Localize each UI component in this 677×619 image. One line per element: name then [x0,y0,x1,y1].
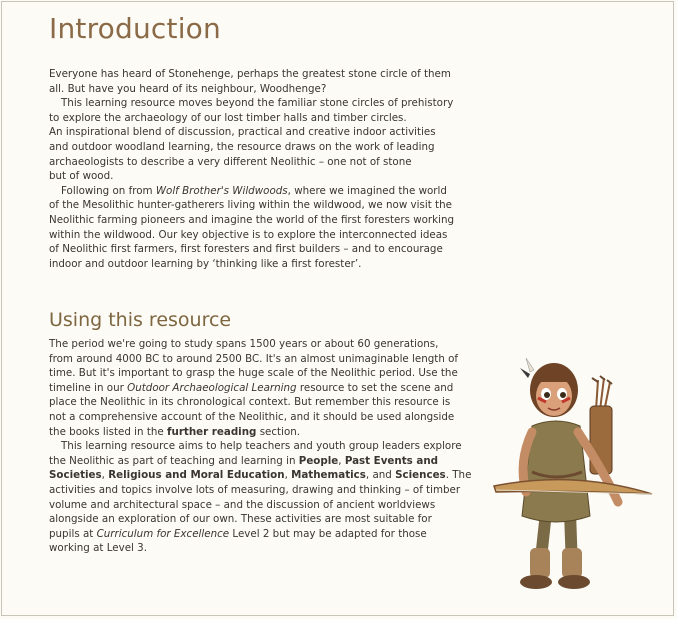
subject-rme: Religious and Moral Education [108,469,285,482]
subject-sciences: Sciences [395,469,446,482]
subject-societies: Societies [49,469,102,482]
using-heading: Using this resource [49,309,232,331]
using-line [49,425,469,440]
using-line: time. But it's important to grasp the huge scale of the Neolithic period. Use the [49,367,458,380]
using-line: volume and architectural space – and the discussion of ancient worldviews [49,498,436,511]
subject-people: People [298,454,339,467]
intro-line: This learning resource moves beyond the familiar stone circles of prehistory [61,97,454,110]
text-fragment: . The [445,469,472,482]
using-line [49,454,469,469]
subject-mathematics: Mathematics [291,469,366,482]
archer-girl-illustration [492,352,656,600]
text-fragment: the books listed in the [49,425,168,438]
using-line: The period we're going to study spans 1500 years or about 60 generations, [49,338,439,350]
text-fragment: timeline in our [49,381,128,394]
using-line [49,381,469,396]
using-line: This learning resource aims to help teachers and youth group leaders explore [61,440,462,453]
text-fragment: , [338,454,345,467]
intro-text [49,67,469,271]
text-fragment: , [284,469,292,482]
intro-text-fragment: Following on from [61,184,156,197]
using-line [49,468,472,483]
using-line: place the Neolithic in its chronological context. But remember this resource is [49,396,451,409]
intro-line [49,184,469,199]
text-fragment: the Neolithic as part of teaching and learning in [49,454,299,467]
intro-line: archaeologists to describe a very different Neolithic – one not of stone [49,155,412,168]
intro-text-fragment: , where we imagined the world [287,184,447,197]
curriculum-title: Curriculum for Excellence [96,527,230,540]
using-line: activities and topics involve lots of measuring, drawing and thinking – of timber [49,483,461,496]
head [520,358,578,417]
text-fragment: pupils at [49,527,97,540]
text-fragment: Level 2 but may be adapted for those [229,527,427,540]
further-reading-ref: further reading [167,425,257,438]
using-text [49,337,472,556]
using-line [49,527,469,542]
intro-heading: Introduction [49,12,221,45]
intro-line: and outdoor woodland learning, the resource draws on the work of leading [49,140,435,153]
text-fragment: , [101,469,109,482]
text-fragment: , and [365,469,396,482]
intro-line: Everyone has heard of Stonehenge, perhaps the greatest stone circle of them [49,68,451,80]
using-line: from around 4000 BC to around 2500 BC. It's an almost unimaginable length of [49,352,459,365]
intro-line: within the wildwood. Our key objective is to explore the interconnected ideas [49,228,448,241]
text-fragment: resource to set the scene and [296,381,454,394]
text-fragment: section. [256,425,301,438]
intro-line: An inspirational blend of discussion, practical and creative indoor activities [49,126,436,139]
intro-line: to explore the archaeology of our lost timber halls and timber circles. [49,111,407,124]
legs [520,512,590,589]
intro-line: indoor and outdoor learning by ‘thinking like a first forester’. [49,257,362,270]
intro-line: but of wood. [49,170,114,183]
using-line: working at Level 3. [49,542,148,555]
intro-line: all. But have you heard of its neighbour, Woodhenge? [49,82,327,95]
using-line: alongside an exploration of our own. These activities are most suitable for [49,513,432,526]
intro-line: of the Mesolithic hunter-gatherers living within the wildwood, we now visit the [49,199,452,212]
intro-line: Neolithic farming pioneers and imagine the world of the first foresters working [49,213,455,226]
resource-title: Outdoor Archaeological Learning [127,381,297,394]
intro-line: of Neolithic first farmers, first foresters and first builders – and to encourage [49,243,443,256]
subject-past-events: Past Events and [344,454,439,467]
book-title-wolf-brother: Wolf Brother's Wildwoods [155,184,288,197]
using-line: not a comprehensive account of the Neolithic, and it should be used alongside [49,410,455,423]
